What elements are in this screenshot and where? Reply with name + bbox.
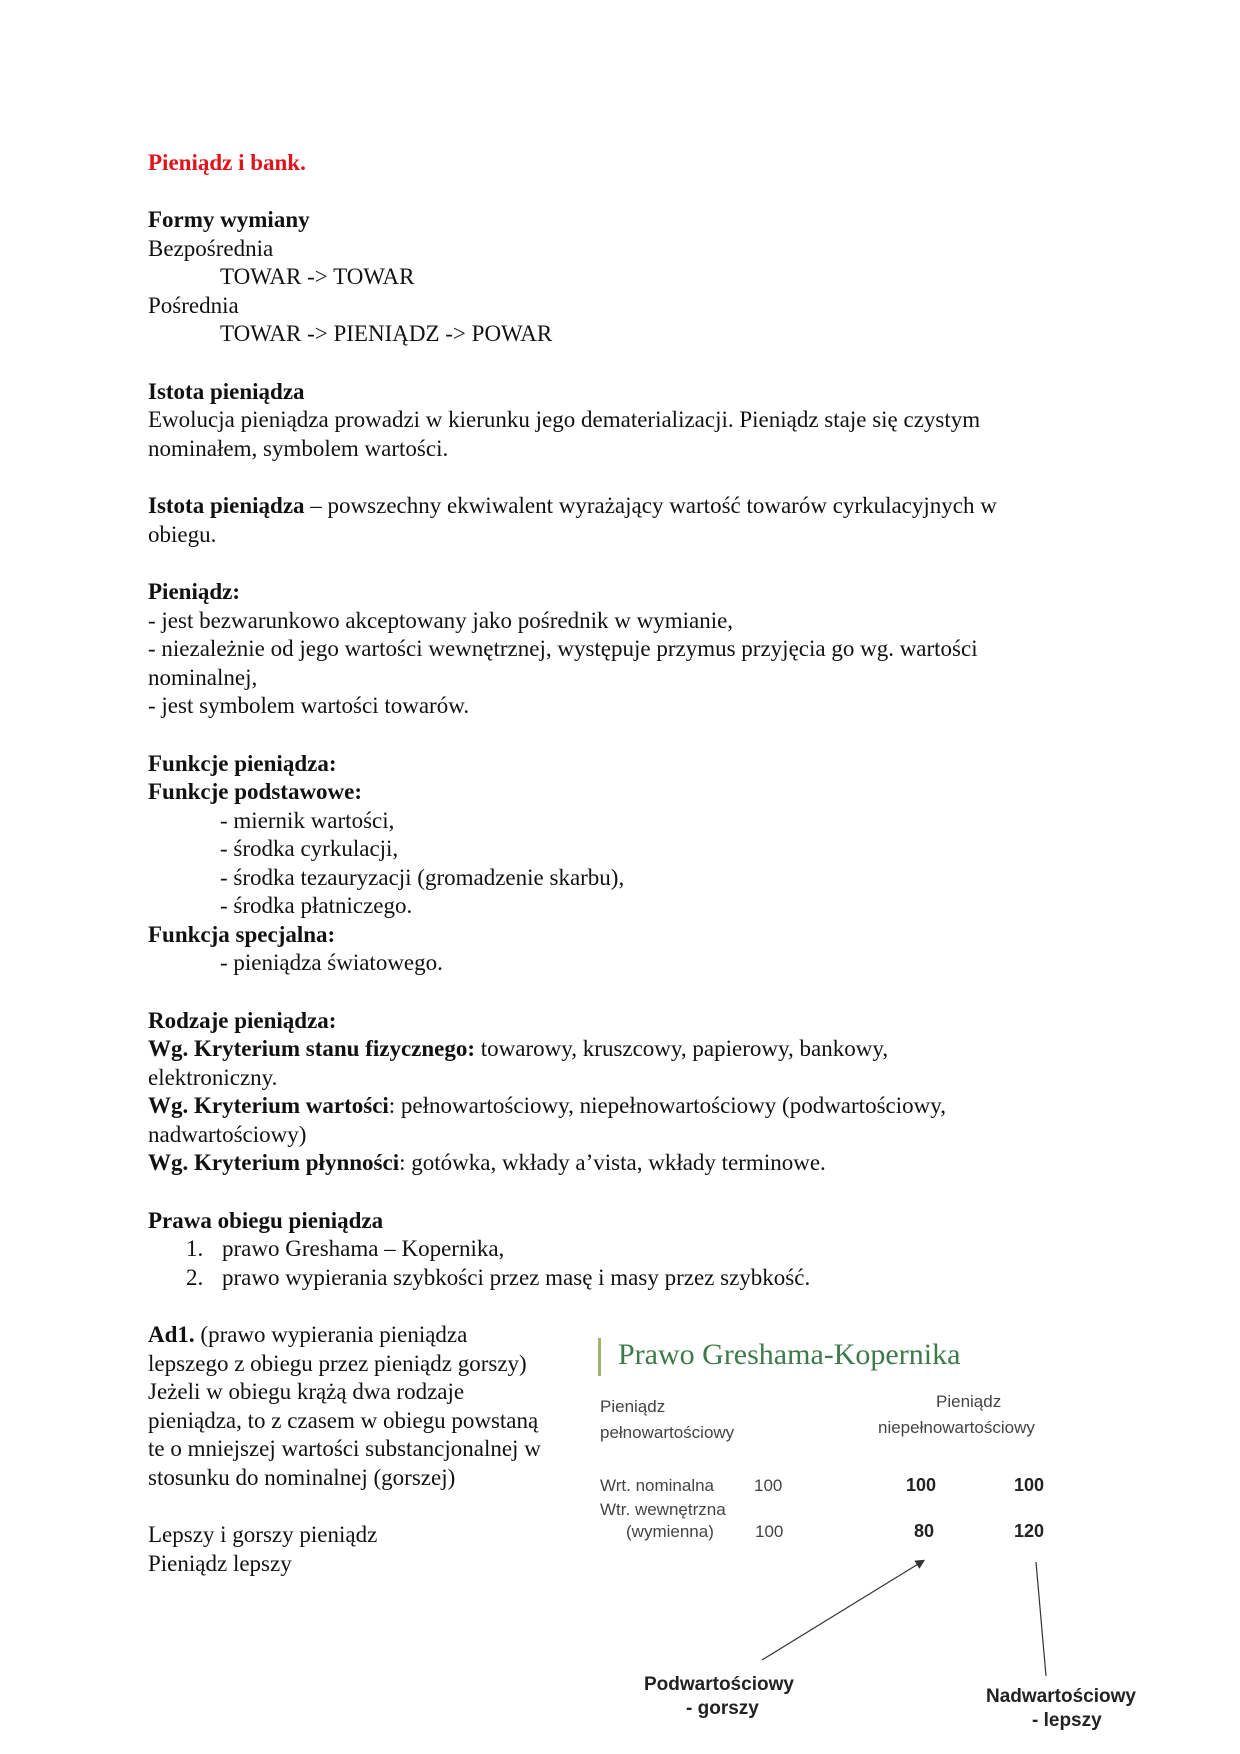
rodzaje-fizyczny-label: Wg. Kryterium stanu fizycznego: bbox=[148, 1036, 476, 1061]
istota-line-1: Ewolucja pieniądza prowadzi w kierunku jego dematerializacji. Pieniądz staje się czystym bbox=[148, 407, 981, 432]
istota-definition-text: – powszechny ekwiwalent wyrażający wartość towarów cyrkulacyjnych w bbox=[304, 493, 997, 518]
figure-row1-full-value: 100 bbox=[754, 1476, 783, 1495]
ad1-line: te o mniejszej wartości substancjonalnej w bbox=[148, 1436, 541, 1461]
rodzaje-wartosc-line-1 bbox=[148, 1091, 946, 1120]
istota-heading: Istota pieniądza bbox=[148, 379, 305, 404]
ad1-text: (prawo wypierania pieniądza bbox=[194, 1322, 468, 1347]
arrow-to-nadwartosciowy bbox=[1036, 1562, 1046, 1676]
rodzaje-fizyczny-line-2: elektroniczny. bbox=[148, 1065, 278, 1090]
figure-row2-value-a: 80 bbox=[914, 1521, 935, 1541]
figure-left-header-2: pełnowartościowy bbox=[600, 1423, 735, 1442]
rodzaje-plynnosc-text: : gotówka, wkłady a’vista, wkłady terminowe. bbox=[399, 1150, 826, 1175]
figure-row1-value-a: 100 bbox=[906, 1475, 937, 1495]
prawa-item-number: 2. bbox=[186, 1265, 204, 1290]
ad1-line: Lepszy i gorszy pieniądz bbox=[148, 1522, 378, 1547]
formy-bezposrednia: Bezpośrednia bbox=[148, 236, 274, 261]
rodzaje-fizyczny-line-1 bbox=[148, 1034, 888, 1063]
funkcje-podstawowe-item: - środka płatniczego. bbox=[220, 893, 413, 918]
figure-title: Prawo Greshama-Kopernika bbox=[618, 1338, 961, 1371]
funkcje-podstawowe-item: - miernik wartości, bbox=[220, 808, 395, 833]
pieniadz-line: - jest symbolem wartości towarów. bbox=[148, 693, 470, 718]
figure-row1-value-b: 100 bbox=[1014, 1475, 1045, 1495]
figure-row2-label-2: (wymienna) bbox=[626, 1522, 714, 1541]
prawa-item-number: 1. bbox=[186, 1236, 204, 1261]
istota-line-2: nominałem, symbolem wartości. bbox=[148, 436, 449, 461]
page-title: Pieniądz i bank. bbox=[148, 150, 306, 175]
gresham-figure bbox=[590, 1330, 1136, 1750]
istota-definition-term: Istota pieniądza bbox=[148, 493, 305, 518]
pieniadz-line: - jest bezwarunkowo akceptowany jako pośrednik w wymianie, bbox=[148, 608, 734, 633]
figure-right-header-2: niepełnowartościowy bbox=[878, 1418, 1035, 1437]
arrow-to-podwartosciowy bbox=[762, 1561, 923, 1660]
ad1-line: Jeżeli w obiegu krążą dwa rodzaje bbox=[148, 1379, 465, 1404]
funkcje-heading: Funkcje pieniądza: bbox=[148, 751, 337, 776]
funkcje-podstawowe-heading: Funkcje podstawowe: bbox=[148, 779, 363, 804]
prawa-item-text: prawo Greshama – Kopernika, bbox=[222, 1236, 505, 1261]
istota-definition-line-2: obiegu. bbox=[148, 522, 217, 547]
rodzaje-fizyczny-text: towarowy, kruszcowy, papierowy, bankowy, bbox=[475, 1036, 889, 1061]
figure-nadwartosciowy-label-2: - lepszy bbox=[1032, 1710, 1102, 1731]
prawa-item-text: prawo wypierania szybkości przez masę i masy przez szybkość. bbox=[222, 1265, 811, 1290]
formy-bezposrednia-flow: TOWAR -> TOWAR bbox=[220, 264, 415, 289]
ad1-line: pieniądza, to z czasem w obiegu powstaną bbox=[148, 1408, 539, 1433]
prawa-heading: Prawa obiegu pieniądza bbox=[148, 1208, 384, 1233]
figure-row2-label-1: Wtr. wewnętrzna bbox=[600, 1500, 726, 1519]
ad1-line: stosunku do nominalnej (gorszej) bbox=[148, 1465, 456, 1490]
figure-left-header-1: Pieniądz bbox=[600, 1397, 666, 1416]
rodzaje-wartosc-text: : pełnowartościowy, niepełnowartościowy (podwartościowy, bbox=[388, 1093, 946, 1118]
ad1-line-1 bbox=[148, 1320, 467, 1349]
istota-definition-line-1 bbox=[148, 491, 997, 520]
rodzaje-plynnosc-label: Wg. Kryterium płynności bbox=[148, 1150, 400, 1175]
formy-posrednia-flow: TOWAR -> PIENIĄDZ -> POWAR bbox=[220, 321, 553, 346]
pieniadz-line: nominalnej, bbox=[148, 665, 258, 690]
pieniadz-line: - niezależnie od jego wartości wewnętrznej, występuje przymus przyjęcia go wg. wartości bbox=[148, 636, 978, 661]
formy-posrednia: Pośrednia bbox=[148, 293, 239, 318]
ad1-label: Ad1. bbox=[148, 1322, 195, 1347]
funkcja-specjalna-item: - pieniądza światowego. bbox=[220, 950, 443, 975]
funkcje-podstawowe-item: - środka cyrkulacji, bbox=[220, 836, 399, 861]
rodzaje-wartosc-line-2: nadwartościowy) bbox=[148, 1122, 307, 1147]
figure-podwartosciowy-label-1: Podwartościowy bbox=[644, 1674, 794, 1695]
rodzaje-plynnosc-line bbox=[148, 1148, 826, 1177]
ad1-line: lepszego z obiegu przez pieniądz gorszy) bbox=[148, 1351, 527, 1376]
funkcja-specjalna-heading: Funkcja specjalna: bbox=[148, 922, 336, 947]
rodzaje-wartosc-label: Wg. Kryterium wartości bbox=[148, 1093, 389, 1118]
pieniadz-heading: Pieniądz: bbox=[148, 579, 240, 604]
funkcje-podstawowe-item: - środka tezauryzacji (gromadzenie skarbu), bbox=[220, 865, 625, 890]
ad1-line: Pieniądz lepszy bbox=[148, 1551, 292, 1576]
formy-heading: Formy wymiany bbox=[148, 207, 310, 232]
figure-row2-value-b: 120 bbox=[1014, 1521, 1045, 1541]
figure-podwartosciowy-label-2: - gorszy bbox=[686, 1698, 759, 1719]
rodzaje-heading: Rodzaje pieniądza: bbox=[148, 1008, 337, 1033]
figure-row2-full-value: 100 bbox=[755, 1522, 784, 1541]
figure-nadwartosciowy-label-1: Nadwartościowy bbox=[986, 1686, 1136, 1707]
figure-row1-label: Wrt. nominalna bbox=[600, 1476, 715, 1495]
figure-right-header-1: Pieniądz bbox=[936, 1392, 1002, 1411]
